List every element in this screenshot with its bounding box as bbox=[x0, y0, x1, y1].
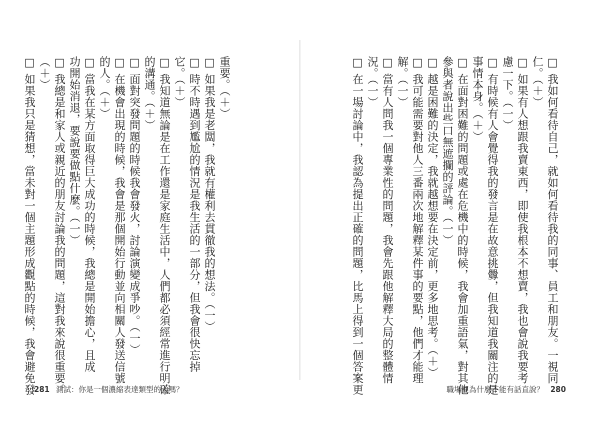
text-line: □ 在一場討論中，我認為提出正確的問題，比馬上得到一個答案更 bbox=[351, 56, 364, 396]
text-line: □ 時不時遇到尷尬的情況是我生活的一部分，但我會很快忘掉 bbox=[188, 56, 201, 373]
text-line: 事情本身。（＋） bbox=[471, 56, 484, 143]
left-page-footer bbox=[30, 384, 184, 395]
text-line: □ 在面對困難的問題或處在危機中的時候，我會加重語氣，對其他 bbox=[456, 56, 469, 396]
text-line: 參與者說出些口無遮攔的評論。（一） bbox=[441, 56, 454, 246]
text-line: □ 越是困難的決定，我就越想要在決定前，更多地思考。（＋） bbox=[426, 56, 439, 379]
text-line: □ 在機會出現的時候，我會是那個開始行動並向相關人發送信號 bbox=[113, 56, 126, 384]
text-line: （＋） bbox=[38, 56, 51, 91]
text-line: 功開始消退，要說要做點什麼。（一） bbox=[68, 56, 81, 246]
text-line: □ 我如何看待自己，就如何看待我的同事、員工和朋友。一視同 bbox=[546, 56, 559, 384]
text-line: □ 我總是和家人或親近的朋友討論我的問題，這對我來說很重要。 bbox=[53, 56, 66, 396]
text-line: 的溝通。（＋） bbox=[143, 56, 156, 131]
text-line: 慮一下。（一） bbox=[501, 56, 514, 131]
text-line: 的人。（＋） bbox=[98, 56, 111, 120]
text-line: 重要。（＋） bbox=[218, 56, 231, 120]
text-line: 仁。（＋） bbox=[531, 56, 544, 108]
text-line: □ 我可能需要對他人三番兩次地解釋某件事的要點，他們才能理 bbox=[411, 56, 424, 384]
page-number: 281 bbox=[34, 385, 50, 394]
right-page-footer bbox=[446, 384, 570, 395]
text-line: □ 如果有人想跟我賣東西，即使我根本不想賣，我也會說我要考 bbox=[516, 56, 529, 384]
running-title: 測試：你是一個濃縮表達類型的人嗎？ bbox=[56, 385, 184, 394]
text-line: □ 有時候有人會覺得我的發言是在故意挑釁，但我知道我關注的是 bbox=[486, 56, 499, 396]
text-line: □ 當有人問我一個專業性的問題，我會先跟他解釋大局的整體情 bbox=[381, 56, 394, 384]
text-line: 它。（＋） bbox=[173, 56, 186, 108]
text-line: □ 我知道無論是在工作還是家庭生活中，人們都必須經常進行明確 bbox=[158, 56, 171, 396]
text-line: 解。（一） bbox=[396, 56, 409, 108]
text-line: □ 面對突發問題的時候我會發火，討論演變成爭吵。（一） bbox=[128, 56, 141, 356]
text-line: 況。（一） bbox=[366, 56, 379, 108]
page-gutter bbox=[299, 40, 301, 380]
text-line: □ 如果我是老闆，我就有權利去貫徹我的想法。（一） bbox=[203, 56, 216, 333]
text-line: □ 如果我只是猜想，當未對一個主題形成觀點的時候，我會避免發 bbox=[23, 56, 36, 396]
running-title: 職場裡為什麼不能有話直說？ bbox=[446, 385, 544, 394]
text-line: □ 當我在某方面取得巨大成功的時候，我總是開始擔心，且成 bbox=[83, 56, 96, 373]
page-number: 280 bbox=[550, 385, 566, 394]
